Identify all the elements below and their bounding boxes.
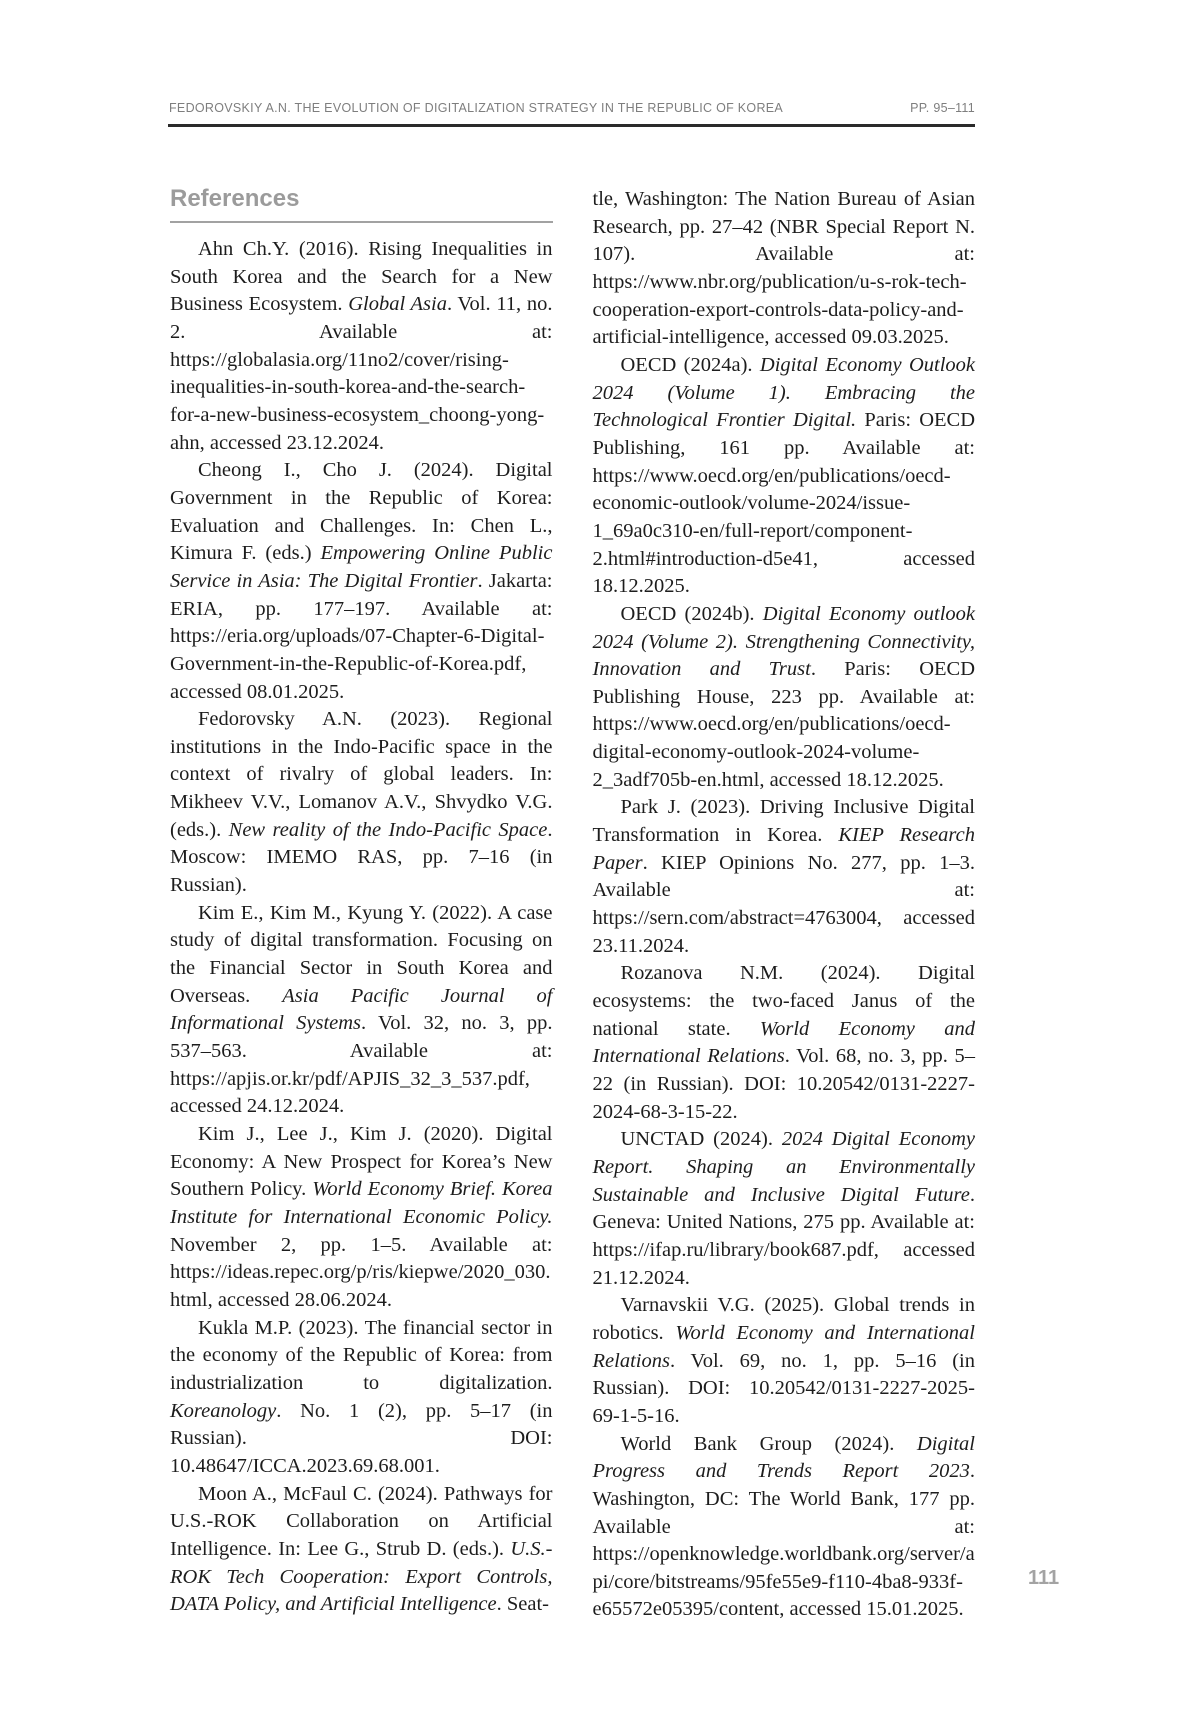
- reference-entry: Moon A., McFaul C. (2024). Pathways for U.S.-ROK Collaboration on Artificial Intelligence. In: Lee G., Strub D. (eds.). U.S.-ROK Tech Cooperation: Export Controls, DATA Policy, and Artificial Intelligence. Seat-: [170, 1482, 553, 1616]
- reference-entry: Cheong I., Cho J. (2024). Digital Government in the Republic of Korea: Evaluation and Challenges. In: Chen L., Kimura F. (eds.) Empowering Online Public Service in Asia: The Digital Frontier. Jakarta: ERIA, pp. 177–197. Available at: https://eria.org/uploads/07-Chapter-6-Digital-Government-in-the-Republic-of-Korea.pdf, accessed 08.01.2025.: [170, 459, 553, 703]
- reference-entry: Kukla M.P. (2023). The financial sector in the economy of the Republic of Korea: from industrialization to digitalization. Koreanology. No. 1 (2), pp. 5–17 (in Russian). DOI: 10.48647/ICCA.2023.69.68.001.: [170, 1316, 553, 1477]
- running-header: [169, 101, 975, 115]
- reference-entry: Varnavskii V.G. (2025). Global trends in robotics. World Economy and International Relations. Vol. 69, no. 1, pp. 5–16 (in Russian). DOI: 10.20542/0131-2227-2025-69-1-5-16.: [592, 1294, 975, 1427]
- references-list-right: [593, 186, 976, 1624]
- running-title: FEDOROVSKIY A.N. THE EVOLUTION OF DIGITALIZATION STRATEGY IN THE REPUBLIC OF KOREA: [169, 101, 784, 115]
- reference-entry: OECD (2024b). Digital Economy outlook 2024 (Volume 2). Strengthening Connectivity, Innovation and Trust. Paris: OECD Publishing House, 223 pp. Available at: https://www.oecd.org/en/publications/oecd-digital-economy-outlook-2024-volume-2_3adf705b-en.html, accessed 18.12.2025.: [592, 602, 975, 791]
- references-column-right: [593, 186, 976, 1624]
- reference-entry: Rozanova N.M. (2024). Digital ecosystems: the two-faced Janus of the national state. World Economy and International Relations. Vol. 68, no. 3, pp. 5–22 (in Russian). DOI: 10.20542/0131-2227-2024-68-3-15-22.: [592, 962, 975, 1123]
- reference-entry: Ahn Ch.Y. (2016). Rising Inequalities in South Korea and the Search for a New Business Ecosystem. Global Asia. Vol. 11, no. 2. Available at: https://globalasia.org/11no2/cover/rising-inequalities-in-south-korea-and-the-search-for-a-new-business-ecosystem_choong-yong-ahn, accessed 23.12.2024.: [170, 238, 553, 454]
- page-number: 111: [1028, 1567, 1060, 1589]
- references-columns: [170, 186, 975, 1624]
- section-title: References: [170, 185, 300, 212]
- section-title-rule: [170, 221, 553, 223]
- header-rule: [168, 124, 975, 127]
- reference-entry: Park J. (2023). Driving Inclusive Digital Transformation in Korea. KIEP Research Paper. KIEP Opinions No. 277, pp. 1–3. Available at: https://sern.com/abstract=4763004, accessed 23.11.2024.: [592, 796, 975, 957]
- reference-entry: Fedorovsky A.N. (2023). Regional institutions in the Indo-Pacific space in the context of rivalry of global leaders. In: Mikheev V.V., Lomanov A.V., Shvydko V.G. (eds.). New reality of the Indo-Pacific Space. Moscow: IMEMO RAS, pp. 7–16 (in Russian).: [170, 708, 553, 897]
- references-list-left: [170, 236, 553, 1619]
- reference-entry: Kim E., Kim M., Kyung Y. (2022). A case study of digital transformation. Focusing on the Financial Sector in South Korea and Overseas. Asia Pacific Journal of Informational Systems. Vol. 32, no. 3, pp. 537–563. Available at: https://apjis.or.kr/pdf/APJIS_32_3_537.pdf, accessed 24.12.2024.: [170, 901, 553, 1118]
- reference-entry: OECD (2024a). Digital Economy Outlook 2024 (Volume 1). Embracing the Technological Frontier Digital. Paris: OECD Publishing, 161 pp. Available at: https://www.oecd.org/en/publications/oecd-economic-outlook/volume-2024/issue-1_69a0c310-en/full-report/component-2.html#introduction-d5e41, accessed 18.12.2025.: [592, 353, 976, 598]
- reference-entry: tle, Washington: The Nation Bureau of Asian Research, pp. 27–42 (NBR Special Report N. 107). Available at: https://www.nbr.org/publication/u-s-rok-tech-cooperation-export-controls-data-policy-and-artificial-intelligence, accessed 09.03.2025.: [592, 188, 975, 349]
- reference-entry: UNCTAD (2024). 2024 Digital Economy Report. Shaping an Environmentally Sustainable and Inclusive Digital Future. Geneva: United Nations, 275 pp. Available at: https://ifap.ru/library/book687.pdf, accessed 21.12.2024.: [592, 1128, 975, 1289]
- references-column-left: [170, 186, 553, 1624]
- reference-entry: Kim J., Lee J., Kim J. (2020). Digital Economy: A New Prospect for Korea’s New Southern Policy. World Economy Brief. Korea Institute for International Economic Policy. November 2, pp. 1–5. Available at: https://ideas.repec.org/p/ris/kiepwe/2020_030.html, accessed 28.06.2024.: [170, 1123, 553, 1311]
- reference-entry: World Bank Group (2024). Digital Progress and Trends Report 2023. Washington, DC: The World Bank, 177 pp. Available at: https://openknowledge.worldbank.org/server/api/core/bitstreams/95fe55e9-f110-4ba8-933f-e65572e05395/content, accessed 15.01.2025.: [592, 1432, 975, 1621]
- page-range: PP. 95–111: [910, 101, 975, 115]
